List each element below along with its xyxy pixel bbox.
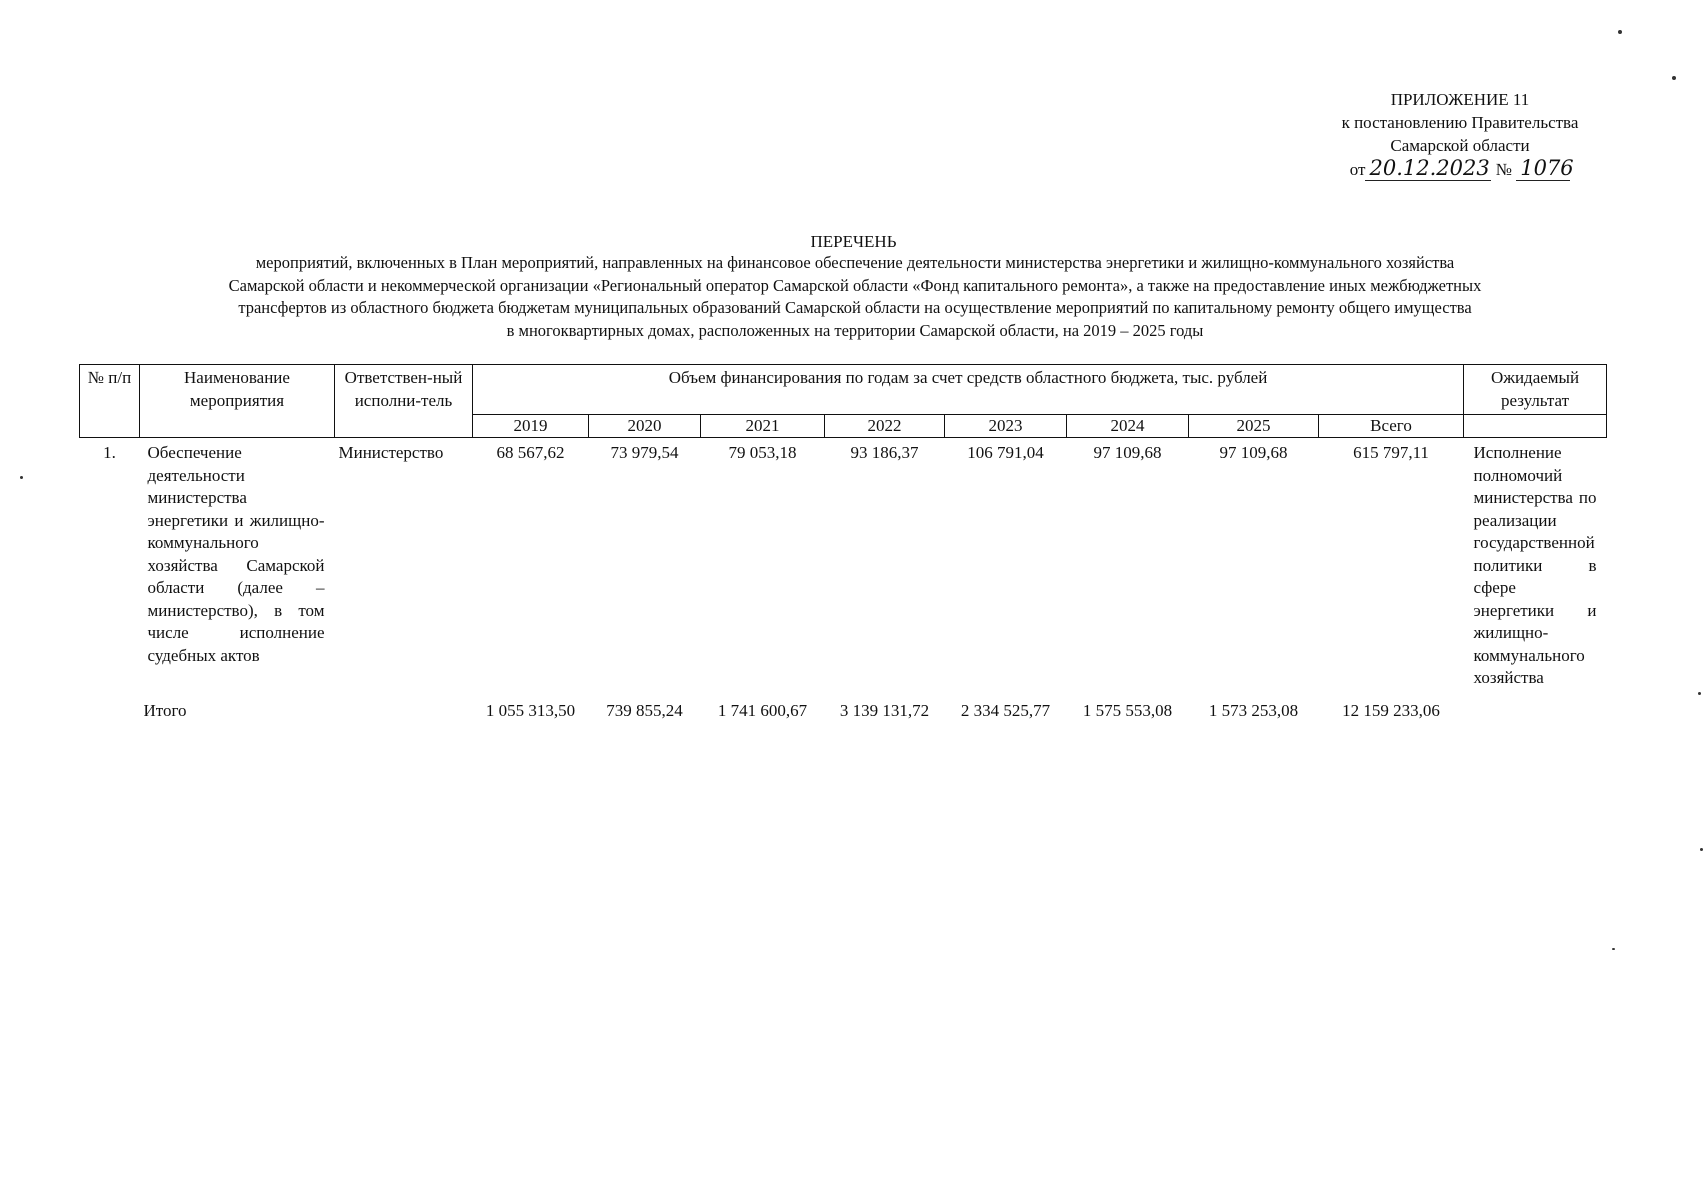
header-number: № п/п	[80, 365, 140, 438]
scan-speck	[1612, 948, 1615, 950]
appendix-date-line	[1250, 157, 1670, 181]
appendix-block	[1250, 88, 1670, 181]
total-value: 1 573 253,08	[1208, 700, 1299, 720]
header-name: Наименование мероприятия	[140, 365, 335, 438]
total-value: 1 741 600,67	[717, 700, 808, 720]
total-value: 3 139 131,72	[839, 700, 930, 720]
total-value-grand: 12 159 233,06	[1342, 700, 1440, 720]
row-number: 1.	[103, 443, 116, 462]
handwritten-date: 20.12.2023	[1365, 157, 1491, 181]
header-year: 2020	[589, 415, 701, 438]
subtitle-line: мероприятий, включенных в План мероприятий, направленных на финансовое обеспечение деятельности министерства энергетики и жилищно-коммунального хозяйства	[255, 253, 1455, 272]
row-value: 79 053,18	[728, 443, 797, 462]
header-year: 2025	[1189, 415, 1319, 438]
table-row	[80, 438, 1607, 694]
total-row	[80, 694, 1607, 727]
header-responsible: Ответствен-ный исполни-тель	[335, 365, 473, 438]
appendix-resolution: к постановлению Правительства	[1341, 113, 1579, 132]
document-title: ПЕРЕЧЕНЬ	[810, 232, 897, 251]
total-value: 739 855,24	[606, 700, 683, 720]
scan-speck	[1700, 848, 1703, 851]
total-responsible-blank	[335, 694, 473, 727]
row-value: 73 979,54	[610, 443, 679, 462]
total-value: 1 055 313,50	[485, 700, 576, 720]
header-result: Ожидаемый результат	[1464, 365, 1607, 415]
header-year: 2024	[1067, 415, 1189, 438]
scan-speck	[1698, 692, 1701, 695]
scan-speck	[20, 476, 23, 479]
row-value: 68 567,62	[496, 443, 565, 462]
funding-table	[79, 364, 1607, 726]
document-subtitle	[100, 252, 1610, 342]
row-value: 97 109,68	[1219, 443, 1288, 462]
total-label: Итого	[143, 700, 187, 720]
row-responsible: Министерство	[338, 443, 444, 462]
row-result: Исполнение полномочий министерства по реализации государственной политики в сфере энергетики и жилищно-коммунального хозяйства	[1473, 443, 1597, 687]
row-value: 93 186,37	[850, 443, 919, 462]
appendix-region: Самарской области	[1390, 136, 1530, 155]
row-value: 106 791,04	[967, 443, 1044, 462]
header-year: 2019	[473, 415, 589, 438]
number-prefix: №	[1495, 160, 1512, 179]
total-number-blank	[80, 694, 140, 727]
scan-speck	[1672, 76, 1676, 80]
header-year: 2023	[945, 415, 1067, 438]
header-year: 2022	[825, 415, 945, 438]
scan-speck	[1618, 30, 1622, 34]
date-prefix: от	[1349, 160, 1366, 179]
header-result-blank	[1464, 415, 1607, 438]
row-value: 97 109,68	[1093, 443, 1162, 462]
header-total: Всего	[1319, 415, 1464, 438]
total-value: 1 575 553,08	[1082, 700, 1173, 720]
subtitle-line: в многоквартирных домах, расположенных на территории Самарской области, на 2019 – 2025 годы	[506, 320, 1204, 340]
subtitle-line: Самарской области и некоммерческой организации «Региональный оператор Самарской области «Фонд капитального ремонта», а также на предоставление иных межбюджетных	[228, 275, 1482, 295]
appendix-title: ПРИЛОЖЕНИЕ 11	[1390, 90, 1530, 109]
header-year: 2021	[701, 415, 825, 438]
total-result-blank	[1464, 694, 1607, 727]
row-value-total: 615 797,11	[1353, 443, 1429, 462]
total-value: 2 334 525,77	[960, 700, 1051, 720]
subtitle-line: трансфертов из областного бюджета бюджетам муниципальных образований Самарской области на осуществление мероприятий по капитальному ремонту общего имущества	[238, 298, 1472, 317]
handwritten-number: 1076	[1516, 157, 1570, 181]
header-funding: Объем финансирования по годам за счет средств областного бюджета, тыс. рублей	[473, 365, 1464, 415]
row-name: Обеспечение деятельности министерства энергетики и жилищно-коммунального хозяйства Самарской области (далее – министерство), в том числе исполнение судебных актов	[147, 443, 325, 665]
